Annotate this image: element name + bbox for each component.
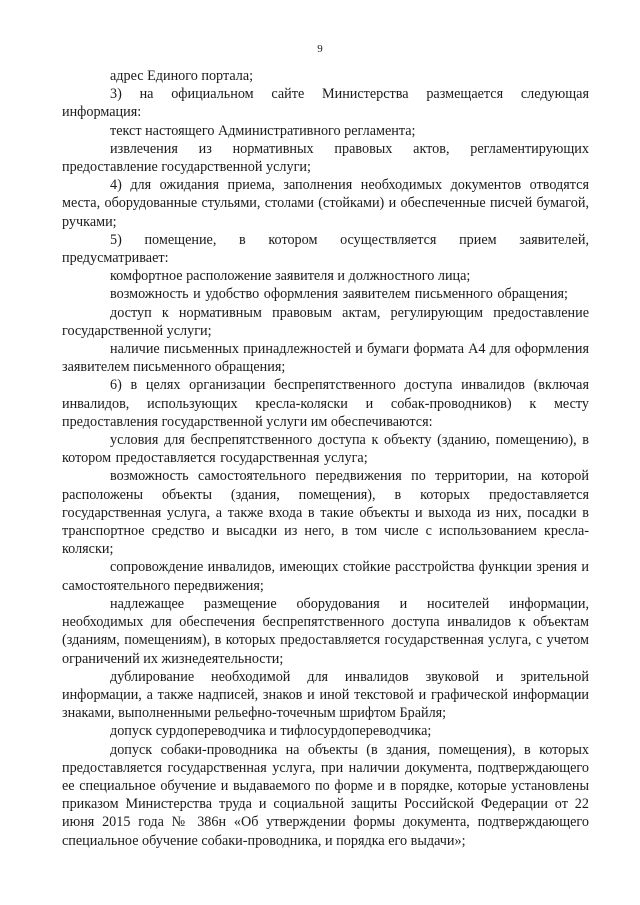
paragraph-portal-address: адрес Единого портала; (110, 68, 254, 84)
paragraph-independent-movement: возможность самостоятельного передвижения по территории, на которой расположены объекты (здания, помещения), в которых предоставляется государственная услуга, а также входа в такие объекты и выхода из них, посадки в транспортное средство и высадки из него, в том числе с использованием кресла-коляски; (62, 468, 589, 558)
page-number: 9 (317, 43, 323, 55)
paragraph-comfortable-layout: комфортное расположение заявителя и должностного лица; (110, 268, 471, 285)
paragraph-waiting-areas: 4) для ожидания приема, заполнения необходимых документов отводятся места, оборудованные стульями, столами (стойками) и обеспеченные писчей бумагой, ручками; (62, 177, 589, 230)
paragraph-escort: сопровождение инвалидов, имеющих стойкие расстройства функции зрения и самостоятельного передвижения; (62, 559, 589, 594)
paragraph-disabled-access: 6) в целях организации беспрепятственного доступа инвалидов (включая инвалидов, использующих кресла-коляски и собак-проводников) к месту предоставления государственной услуги им обеспечиваются: (62, 377, 589, 430)
paragraph-information-duplication: дублирование необходимой для инвалидов звуковой и зрительной информации, а также надписей, знаков и иной текстовой и графической информации знаками, выполненными рельефно-точечным шрифтом Брайля; (62, 668, 589, 722)
paragraph-legal-access: доступ к нормативным правовым актам, регулирующим предоставление государственной услуги; (62, 304, 589, 339)
paragraph-interpreter-admission: допуск сурдопереводчика и тифлосурдопереводчика; (110, 723, 432, 740)
paragraph-reception-room: 5) помещение, в котором осуществляется прием заявителей, предусматривает: (62, 231, 589, 267)
paragraph-regulation-text: текст настоящего Административного регламента; (110, 122, 416, 139)
paragraph-equipment-placement: надлежащее размещение оборудования и носителей информации, необходимых для обеспечения беспрепятственного доступа инвалидов к объектам (зданиям, помещениям), в которых предоставляется государственная услуга, с учетом ограничений их жизнедеятельности; (62, 595, 589, 667)
paragraph-legal-extracts: извлечения из нормативных правовых актов, регламентирующих предоставление государственной услуги; (62, 140, 589, 176)
paragraph-writing-supplies: наличие письменных принадлежностей и бумаги формата А4 для оформления заявителем письменного обращения; (62, 341, 589, 376)
paragraph-access-conditions: условия для беспрепятственного доступа к объекту (зданию, помещению), в котором предоставляется государственная услуга; (62, 432, 589, 467)
paragraph-written-appeal: возможность и удобство оформления заявителем письменного обращения; (110, 286, 568, 303)
paragraph-ministry-site: 3) на официальном сайте Министерства размещается следующая информация: (62, 86, 589, 121)
body-text (62, 67, 589, 850)
paragraph-guide-dog-admission: допуск собаки-проводника на объекты (в здания, помещения), в которых предоставляется государственная услуга, при наличии документа, подтверждающего ее специальное обучение и выдаваемого по форме и в порядке, которые установлены приказом Министерства труда и социальной защиты Российской Федерации от 22 июня 2015 года № 386н «Об утверждении формы документа, подтверждающего специальное обучение собаки-проводника, и порядка его выдачи»; (62, 741, 589, 849)
